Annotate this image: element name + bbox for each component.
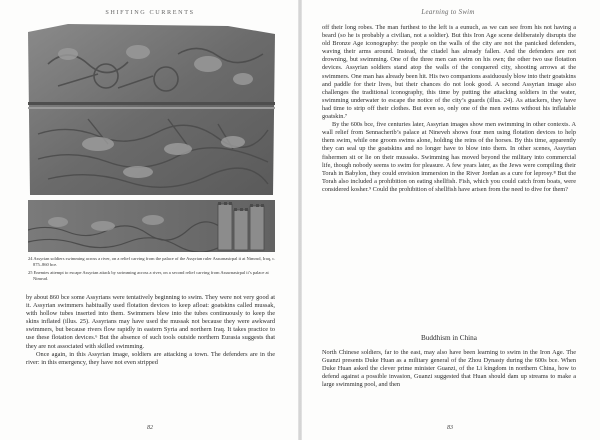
figure-25-relief-image	[28, 200, 275, 252]
figure-24-relief-image	[28, 24, 275, 195]
right-body-text-top	[322, 24, 576, 194]
section-heading: Buddhism in China	[421, 334, 477, 342]
right-paragraph-1: off their long robes. The man furthest to the left is a eunuch, as we can see from his not having a beard (so he is probably a civilian, not a soldier). But this Iron Age scene deliberately disrupts the old Bronze Age iconography: the people on the walls of the city are not the panicked defenders, waving their arms around. Instead, the citadel has already fallen. And the defenders are not drowning, but swimming. One of the three men can swim on his own; the other two use flotation devices. Assyrian soldiers stand atop the walls of the conquered city, shooting arrows at the swimmers. One man has already been hit. His two companions assiduously blow into their goatskins and paddle for their lives, but their chances do not look good. A second Assyrian image also challenges the traditional iconography, this time by putting the attacking soldiers in the water, swimming underwater to escape the notice of the city’s guards (illus. 24). As attackers, they have had time to strip off their clothes. But even so, only one of the men swims without his inflatable goatskin.⁷	[322, 24, 576, 121]
left-page-number: 82	[147, 425, 153, 431]
right-page	[300, 0, 600, 440]
right-running-head: Learning to Swim	[421, 9, 475, 16]
figure-captions	[28, 256, 278, 284]
left-body-text	[26, 294, 275, 367]
right-paragraph-3: North Chinese soldiers, far to the east, may also have been learning to swim in the Iron Age. The Guanzi presents Duke Huan as a military general of the Zhou Dynasty during the 600s bce. When Duke Huan asked the clever prime minister Guanzi, of the Li kingdom in northern China, how to defend against a possible invasion, Guanzi suggested that Huan should dam up streams to make a large swimming pool, and then	[322, 349, 576, 389]
figure-25-caption: 25 Enemies attempt to escape Assyrian attack by swimming across a river, on a second relief carving from Assurnasirpal ii’s palace at Nimrud.	[28, 270, 269, 281]
right-paragraph-2: By the 600s bce, five centuries later, Assyrian images show men swimming in other contexts. A wall relief from Sennacherib’s palace at Nineveh shows four men using flotation devices to help them swim, while one groom swims alone, holding the reins of the horses. By this time, apparently they can seal up the goatskins and no longer have to blow into them. In other scenes, Assyrian fishermen sit or lie on their mussaks. Swimming has moved beyond the military into commercial life, though nobody seems to swim for pleasure. A few years later, as the Jews were compiling their Torah in Babylon, they could envision immersion in the River Jordan as a cure for leprosy.⁸ But the Torah also included a prohibition on eating shellfish. Fish, which you could catch from boats, were considered kosher.⁹ Could the prohibition of shellfish have arisen from the need to dive for them?	[322, 121, 576, 193]
left-paragraph-2: Once again, in this Assyrian image, soldiers are attacking a town. The defenders are in the river: in this emergency, they have not even stripped	[26, 350, 275, 366]
left-running-head: SHIFTING CURRENTS	[105, 9, 195, 16]
right-body-text-bottom	[322, 349, 576, 389]
right-page-number: 83	[447, 425, 453, 431]
figure-24-caption: 24 Assyrian soldiers swimming across a river, on a relief carving from the palace of the Assyrian ruler Assurnasirpal ii at Nimrud, Iraq, c. 875–860 bce.	[28, 256, 276, 267]
left-paragraph-1: by about 860 bce some Assyrians were tentatively beginning to swim. They were not very good at it. Assyrian swimmers habitually used flotation devices to keep afloat: goatskins called mussak, with hollow tubes inserted into them. Swimmers blew into the tubes continuously to keep the skins inflated (illus. 25). Assyrians may have used the mussak not because they were awkward swimmers, but because rivers flow rapidly in eastern Syria and northern Iraq. It takes practice to use these flotation devices.⁶ But the absence of such tools outside northern Eurasia suggests that they are not associated with skilled swimming.	[26, 294, 275, 350]
